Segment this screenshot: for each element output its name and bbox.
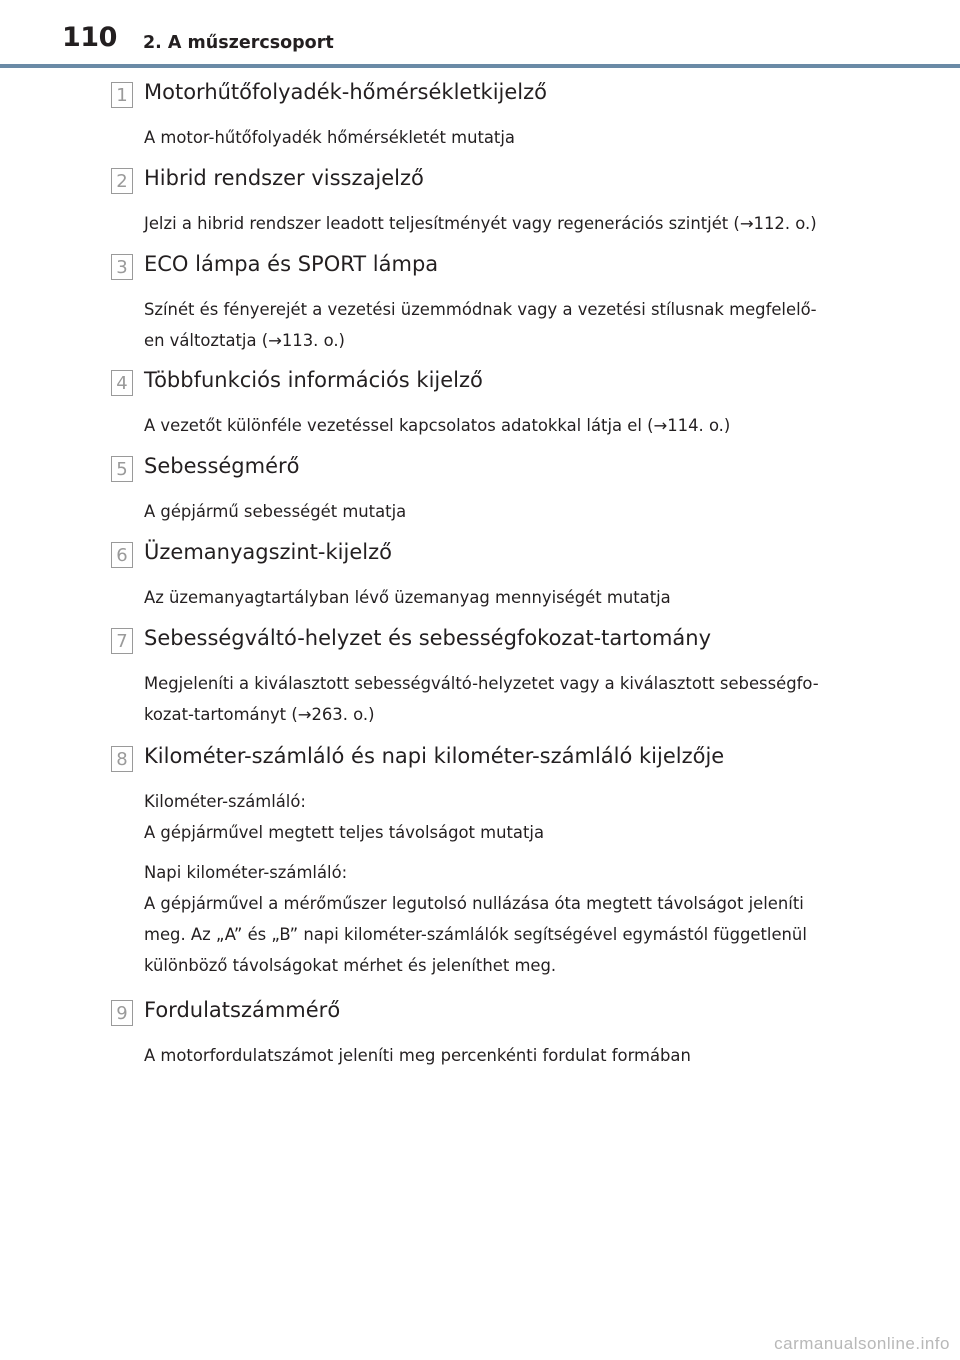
item-title: ECO lámpa és SPORT lámpa [144,252,439,276]
item-number-badge: 5 [111,456,133,482]
item-description: A gépjármű sebességét mutatja [144,502,407,521]
item-number-badge: 1 [111,82,133,108]
header-divider [0,64,960,68]
item-description: Színét és fényerejét a vezetési üzemmódnak vagy a vezetési stílusnak megfelelő- en változtatja (→113. o.) [144,300,817,350]
item-description: Megjeleníti a kiválasztott sebességváltó-helyzetet vagy a kiválasztott sebességfo- kozat-tartományt (→263. o.) [144,674,819,724]
item-description: A vezetőt különféle vezetéssel kapcsolatos adatokkal látja el (→114. o.) [144,416,731,435]
item-number-badge: 2 [111,168,133,194]
item-title: Hibrid rendszer visszajelző [144,166,424,190]
item-description: Jelzi a hibrid rendszer leadott teljesítményét vagy regenerációs szintjét (→112. o.) [144,214,817,233]
item-description: A motor-hűtőfolyadék hőmérsékletét mutatja [144,128,515,147]
item-title: Kilométer-számláló és napi kilométer-számláló kijelzője [144,744,725,768]
item-title: Sebességváltó-helyzet és sebességfokozat-tartomány [144,626,712,650]
item-title: Üzemanyagszint-kijelző [144,540,392,564]
item-number-badge: 9 [111,1000,133,1026]
item-number-badge: 7 [111,628,133,654]
watermark: carmanualsonline.info [774,1334,950,1353]
item-number-badge: 8 [111,746,133,772]
item-description: Kilométer-számláló: A gépjárművel megtett teljes távolságot mutatja Napi kilométer-számláló: A gépjárművel a mérőműszer legutolsó nullázása óta megtett távolságot jeleníti meg. Az „A” és „B” napi kilométer-számlálók segítségével egymástól függetlenül különböző távolságokat mérhet és jeleníthet meg. [144,792,807,975]
item-title: Fordulatszámmérő [144,998,341,1022]
page-header [0,0,960,62]
item-number-badge: 4 [111,370,133,396]
item-number-badge: 3 [111,254,133,280]
item-title: Sebességmérő [144,454,300,478]
item-description: Az üzemanyagtartályban lévő üzemanyag mennyiségét mutatja [144,588,671,607]
item-description: A motorfordulatszámot jeleníti meg percenkénti fordulat formában [144,1046,691,1065]
page-number: 110 [62,22,117,53]
item-title: Motorhűtőfolyadék-hőmérsékletkijelző [144,80,548,104]
item-title: Többfunkciós információs kijelző [144,368,483,392]
item-number-badge: 6 [111,542,133,568]
chapter-title: 2. A műszercsoport [143,33,334,53]
